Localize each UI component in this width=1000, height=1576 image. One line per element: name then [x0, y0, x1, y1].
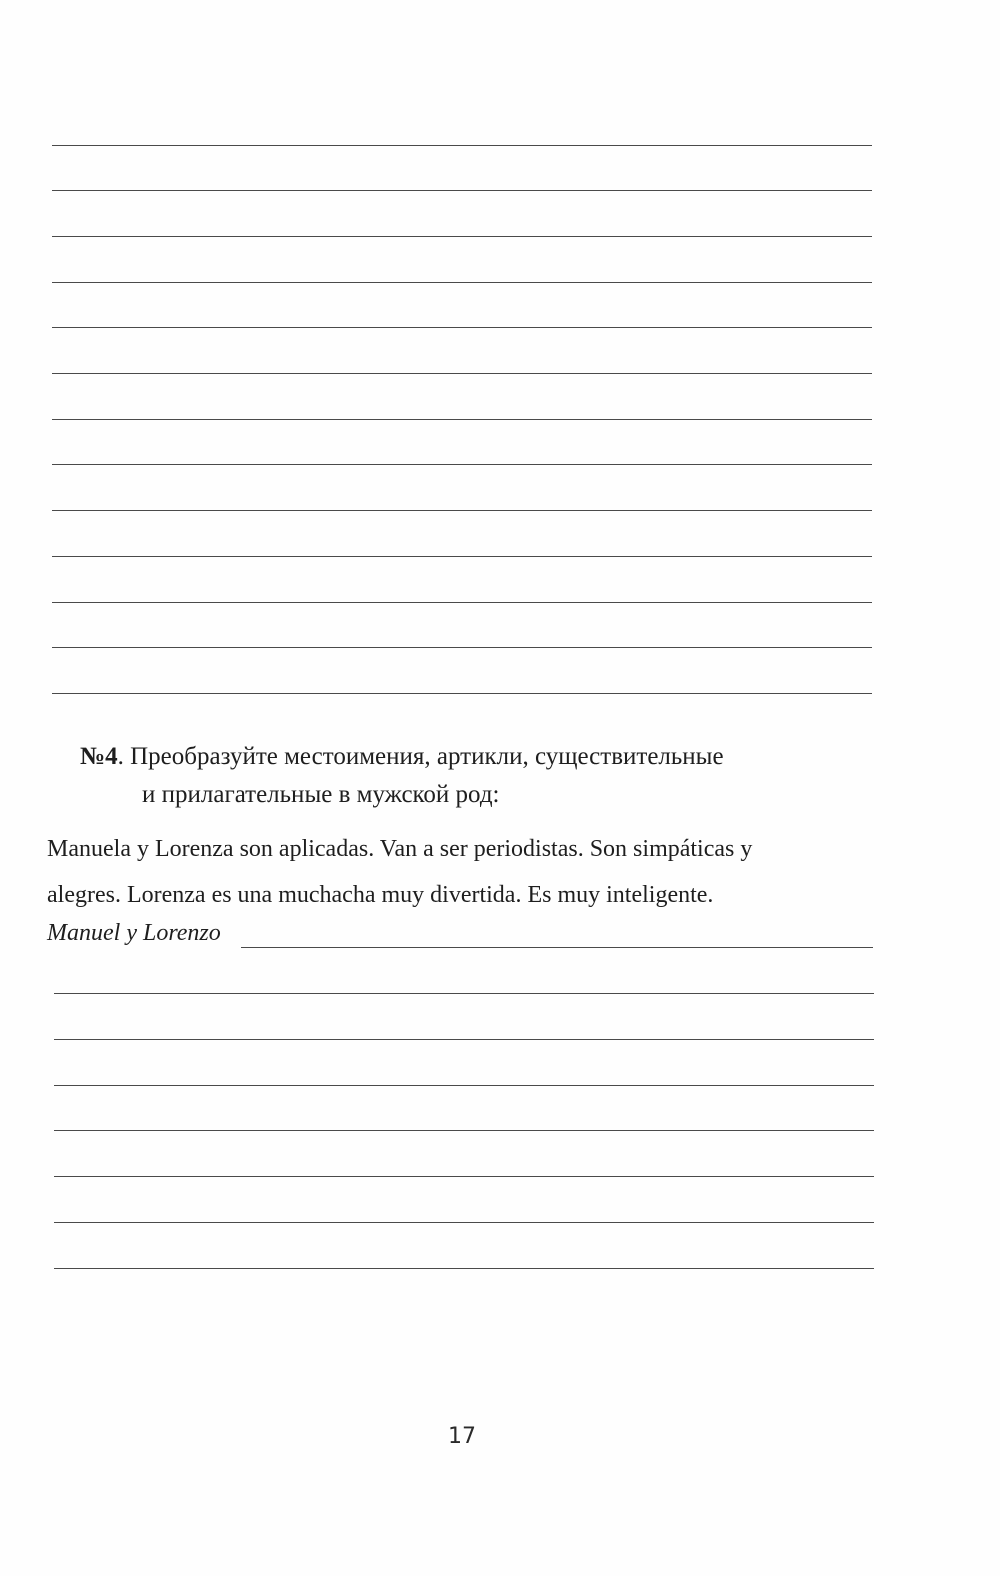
instruction-text-1: Преобразуйте местоимения, артикли, существительные	[130, 743, 724, 770]
writing-line	[54, 1176, 874, 1177]
task-line-1: Manuela y Lorenza son aplicadas. Van a ser periodistas. Son simpáticas y	[47, 836, 753, 862]
writing-line	[52, 464, 872, 465]
writing-line	[54, 1039, 874, 1040]
writing-line	[54, 1085, 874, 1086]
writing-line	[52, 510, 872, 511]
writing-line	[54, 1268, 874, 1269]
answer-line	[241, 947, 873, 948]
instruction-line-2: и прилагательные в мужской род:	[142, 781, 500, 808]
writing-line	[52, 190, 872, 191]
writing-line	[52, 236, 872, 237]
task-line-2: alegres. Lorenza es una muchacha muy divertida. Es muy inteligente.	[47, 882, 714, 908]
writing-line	[52, 327, 872, 328]
instruction-line-1	[80, 738, 900, 776]
writing-line	[52, 373, 872, 374]
exercise-number: №4	[80, 743, 118, 770]
writing-line	[52, 145, 872, 146]
writing-line	[54, 1222, 874, 1223]
page-number: 17	[448, 1424, 476, 1449]
writing-line	[54, 993, 874, 994]
writing-line	[52, 419, 872, 420]
answer-start: Manuel y Lorenzo	[47, 920, 225, 947]
writing-line	[52, 282, 872, 283]
writing-line	[52, 556, 872, 557]
writing-line	[52, 602, 872, 603]
exercise-number-dot: .	[117, 743, 124, 770]
exercise-header	[80, 738, 900, 814]
writing-line	[52, 647, 872, 648]
answer-row	[47, 920, 877, 956]
writing-line	[52, 693, 872, 694]
task-text	[47, 826, 887, 918]
writing-line	[54, 1130, 874, 1131]
